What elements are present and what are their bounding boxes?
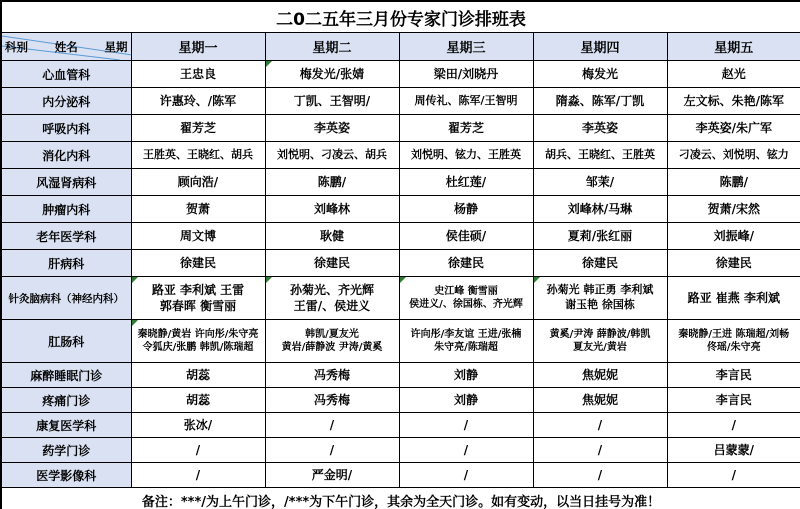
cell-line: 王忠良 — [179, 66, 216, 81]
cell-line: 贺萧 — [185, 201, 210, 216]
cell-line: 刘峰林/马琳 — [567, 201, 633, 216]
schedule-cell — [399, 438, 533, 463]
schedule-cell — [533, 363, 667, 388]
header-row — [1, 33, 800, 61]
cell-line: 路亚 李利斌 王雷 — [151, 282, 245, 297]
dept-cell: 老年医学科 — [1, 223, 131, 250]
cell-line: 徐建民 — [715, 255, 752, 270]
table-row — [1, 142, 800, 169]
schedule-cell — [667, 388, 800, 413]
cell-line: 侯佳硕/ — [445, 228, 487, 243]
cell-line: 刘悦明、刁凌云、胡兵 — [277, 147, 387, 161]
schedule-cell — [265, 250, 399, 277]
schedule-cell — [265, 320, 399, 363]
cell-line: 杜红莲/ — [445, 174, 487, 189]
schedule-cell — [667, 320, 800, 363]
schedule-cell — [533, 196, 667, 223]
cell-line: / — [195, 442, 201, 457]
dept-cell: 康复医学科 — [1, 413, 131, 438]
cell-line: 邹茉/ — [585, 174, 615, 189]
schedule-cell — [131, 169, 265, 196]
cell-line: 贺萧/宋然 — [707, 201, 760, 216]
schedule-cell — [265, 196, 399, 223]
corner-labels — [2, 33, 131, 60]
cell-line: 夏友光/黄岩 — [573, 342, 627, 353]
cell-line: 许向彤/李友谊 王进/张楠 — [410, 328, 522, 340]
cell-line: 焦妮妮 — [581, 367, 618, 382]
schedule-cell — [533, 463, 667, 488]
cell-line: 李言民 — [715, 392, 752, 407]
cell-line: 朱守亮/陈瑞超 — [434, 342, 498, 353]
cell-line: 黄奚/尹涛 薛静波/韩凯 — [549, 328, 651, 340]
note-row — [1, 488, 800, 509]
schedule-cell — [131, 277, 265, 320]
schedule-cell — [667, 169, 800, 196]
schedule-cell — [131, 196, 265, 223]
schedule-cell — [131, 438, 265, 463]
cell-line: 徐建民 — [581, 255, 618, 270]
schedule-cell — [667, 115, 800, 142]
schedule-cell — [533, 88, 667, 115]
corner-cell — [1, 33, 131, 61]
dept-cell: 心血管科 — [1, 61, 131, 88]
table-row — [1, 115, 800, 142]
schedule-cell — [131, 88, 265, 115]
schedule-cell — [265, 169, 399, 196]
cell-line: / — [329, 442, 335, 457]
table-row — [1, 413, 800, 438]
schedule-cell — [667, 413, 800, 438]
schedule-cell — [131, 463, 265, 488]
cell-line: 翟芳芝 — [179, 120, 216, 135]
schedule-cell — [265, 277, 399, 320]
cell-line: 王雷/、侯进义 — [293, 299, 371, 313]
cell-line: 耿健 — [319, 228, 344, 243]
schedule-cell — [533, 277, 667, 320]
schedule-cell — [265, 388, 399, 413]
table-row — [1, 250, 800, 277]
schedule-cell — [667, 88, 800, 115]
cell-line: 韩凯/夏友光 — [305, 328, 359, 340]
cell-line: 周文博 — [179, 228, 216, 243]
schedule-cell — [399, 277, 533, 320]
cell-line: / — [597, 417, 603, 432]
schedule-cell — [533, 250, 667, 277]
cell-line: 秦晓静/黄岩 许向彤/朱守亮 — [137, 328, 259, 340]
schedule-cell — [265, 413, 399, 438]
dept-cell: 药学门诊 — [1, 438, 131, 463]
schedule-cell — [265, 438, 399, 463]
day-header: 星期二 — [265, 33, 399, 61]
schedule-cell — [533, 320, 667, 363]
cell-line: 吕蒙蒙/ — [713, 442, 754, 457]
cell-line: 顾向浩/ — [177, 174, 219, 189]
day-header: 星期五 — [667, 33, 800, 61]
schedule-cell — [399, 88, 533, 115]
cell-line: / — [731, 417, 736, 432]
cell-line: 张冰/ — [183, 417, 213, 432]
page-title: 二0二五年三月份专家门诊排班表 — [1, 1, 800, 33]
schedule-cell — [399, 413, 533, 438]
cell-line: 秦晓静/王进 陈瑞超/刘畅 — [678, 328, 790, 340]
schedule-cell — [667, 61, 800, 88]
day-header: 星期三 — [399, 33, 533, 61]
schedule-cell — [399, 223, 533, 250]
cell-line: 令狐庆/张鹏 韩凯/陈瑞超 — [142, 342, 254, 353]
schedule-cell — [265, 88, 399, 115]
cell-line: 梅发光/张婧 — [299, 66, 365, 81]
cell-line: / — [731, 467, 736, 482]
schedule-cell — [265, 463, 399, 488]
dept-cell: 呼吸内科 — [1, 115, 131, 142]
cell-line: 刘振峰/ — [713, 228, 754, 243]
cell-line: 刘静 — [453, 367, 478, 382]
schedule-cell — [399, 115, 533, 142]
cell-line: 徐建民 — [313, 255, 350, 270]
schedule-cell — [667, 438, 800, 463]
schedule-cell — [533, 142, 667, 169]
dept-cell: 内分泌科 — [1, 88, 131, 115]
table-row — [1, 320, 800, 363]
cell-line: / — [463, 417, 469, 432]
footer-note: 备注：***/为上午门诊，/***为下午门诊，其余为全天门诊。如有变动，以当日挂号为准！ — [1, 488, 800, 509]
schedule-cell — [667, 250, 800, 277]
corner-label-name: 姓名 — [54, 39, 78, 54]
dept-cell: 针灸脑病科（神经内科） — [1, 277, 131, 320]
schedule-cell — [265, 223, 399, 250]
schedule-cell — [399, 61, 533, 88]
cell-line: 左文标、朱艳/陈军 — [683, 93, 784, 108]
cell-line: / — [463, 467, 469, 482]
table-row — [1, 196, 800, 223]
cell-line: 侯进义/、徐国栋、齐光辉 — [409, 299, 523, 310]
table-row — [1, 61, 800, 88]
cell-line: 徐建民 — [179, 255, 216, 270]
cell-line: 冯秀梅 — [313, 367, 350, 382]
cell-line: 史江峰 衡雪丽 — [434, 285, 498, 297]
dept-cell: 麻醉睡眠门诊 — [1, 363, 131, 388]
cell-line: 李英姿/朱广军 — [695, 120, 772, 135]
corner-label-week: 星期 — [104, 39, 128, 54]
cell-line: / — [597, 442, 603, 457]
schedule-cell — [131, 413, 265, 438]
cell-line: 翟芳芝 — [447, 120, 484, 135]
schedule-cell — [533, 61, 667, 88]
dept-cell: 消化内科 — [1, 142, 131, 169]
schedule-cell — [399, 463, 533, 488]
schedule-cell — [131, 115, 265, 142]
schedule-cell — [399, 363, 533, 388]
dept-cell: 肛肠科 — [1, 320, 131, 363]
cell-line: 冯秀梅 — [313, 392, 350, 407]
cell-line: / — [463, 442, 469, 457]
schedule-cell — [399, 320, 533, 363]
cell-line: 赵光 — [721, 66, 746, 81]
schedule-cell — [399, 196, 533, 223]
table-row — [1, 438, 800, 463]
cell-line: 徐建民 — [447, 255, 484, 270]
schedule-cell — [131, 223, 265, 250]
schedule-cell — [265, 142, 399, 169]
cell-line: / — [329, 417, 335, 432]
cell-line: 刘悦明、铉力、王胜英 — [411, 147, 521, 161]
schedule-cell — [399, 250, 533, 277]
cell-line: 李英姿 — [581, 120, 618, 135]
title-row — [1, 1, 800, 33]
cell-line: 许惠玲、/陈军 — [159, 93, 237, 108]
cell-line: 佟瑶/朱守亮 — [706, 342, 761, 353]
cell-line: 刁凌云、刘悦明、铉力 — [678, 147, 789, 161]
schedule-cell — [667, 196, 800, 223]
schedule-cell — [533, 115, 667, 142]
schedule-cell — [533, 388, 667, 413]
dept-cell: 肿瘤内科 — [1, 196, 131, 223]
schedule-cell — [667, 463, 800, 488]
schedule-cell — [533, 169, 667, 196]
cell-line: 陈鹏/ — [317, 174, 347, 189]
cell-line: / — [597, 467, 603, 482]
schedule-cell — [667, 277, 800, 320]
table-row — [1, 169, 800, 196]
cell-line: 黄岩/薛静波 尹涛/黄奚 — [281, 342, 383, 353]
schedule-cell — [131, 320, 265, 363]
schedule-cell — [131, 388, 265, 413]
schedule-cell — [131, 250, 265, 277]
dept-cell: 疼痛门诊 — [1, 388, 131, 413]
table-row — [1, 463, 800, 488]
schedule-cell — [131, 61, 265, 88]
cell-line: 隋淼、陈军/丁凯 — [555, 93, 645, 108]
corner-label-dept: 科别 — [5, 39, 28, 54]
cell-line: 周传礼、陈军/王智明 — [414, 93, 518, 107]
dept-cell: 风湿肾病科 — [1, 169, 131, 196]
table-row — [1, 388, 800, 413]
cell-line: 郭春晖 衡雪丽 — [159, 299, 237, 313]
cell-line: 陈鹏/ — [719, 174, 748, 189]
schedule-cell — [667, 223, 800, 250]
cell-line: 梁田/刘晓丹 — [433, 66, 499, 81]
cell-line: 焦妮妮 — [581, 392, 618, 407]
table-row — [1, 88, 800, 115]
table-row — [1, 277, 800, 320]
day-header: 星期四 — [533, 33, 667, 61]
table-row — [1, 223, 800, 250]
cell-line: 刘峰林 — [313, 201, 350, 216]
schedule-cell — [131, 363, 265, 388]
schedule-cell — [131, 142, 265, 169]
cell-line: 胡兵、王晓红、王胜英 — [545, 147, 655, 161]
cell-line: 杨静 — [453, 201, 478, 216]
cell-line: 孙菊光、齐光辉 — [289, 282, 374, 297]
cell-line: 胡蕊 — [185, 392, 210, 407]
cell-line: 王胜英、王晓红、胡兵 — [143, 147, 253, 161]
schedule-cell — [399, 169, 533, 196]
cell-line: 李英姿 — [313, 120, 350, 135]
cell-line: 刘静 — [453, 392, 478, 407]
cell-line: 胡蕊 — [185, 367, 210, 382]
cell-line: 严金明/ — [311, 467, 353, 482]
cell-line: 夏莉/张红丽 — [567, 228, 633, 243]
schedule-cell — [399, 142, 533, 169]
cell-line: / — [195, 467, 201, 482]
cell-line: 孙菊光 韩正勇 李利斌 — [546, 283, 654, 297]
schedule-cell — [265, 115, 399, 142]
schedule-cell — [667, 142, 800, 169]
schedule-cell — [265, 61, 399, 88]
dept-cell: 肝病科 — [1, 250, 131, 277]
schedule-cell — [533, 223, 667, 250]
schedule-cell — [667, 363, 800, 388]
schedule-cell — [399, 388, 533, 413]
cell-line: 李言民 — [715, 367, 752, 382]
cell-line: 丁凯、王智明/ — [293, 93, 371, 108]
dept-cell: 医学影像科 — [1, 463, 131, 488]
schedule-cell — [265, 363, 399, 388]
cell-line: 路亚 崔燕 李利斌 — [687, 290, 780, 305]
cell-line: 谢玉艳 徐国栋 — [565, 298, 635, 311]
cell-line: 梅发光 — [581, 66, 618, 81]
day-header: 星期一 — [131, 33, 265, 61]
table-row — [1, 363, 800, 388]
schedule-cell — [533, 413, 667, 438]
schedule-cell — [533, 438, 667, 463]
